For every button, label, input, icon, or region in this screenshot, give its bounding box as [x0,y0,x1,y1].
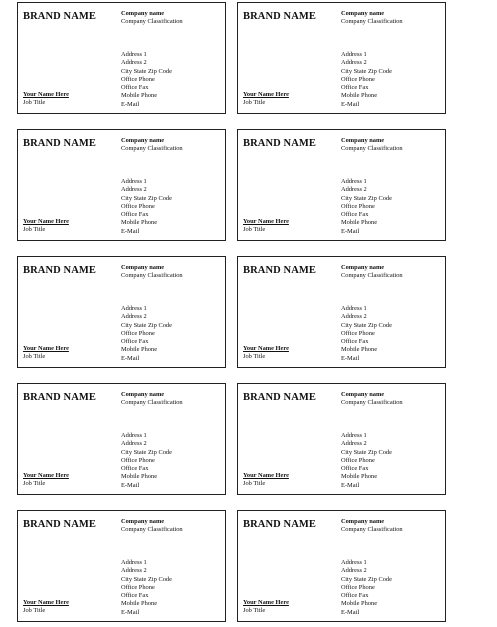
mobile-phone: Mobile Phone [341,219,378,227]
company-classification: Company Classification [341,399,403,406]
office-phone: Office Phone [121,583,155,591]
city-state-zip: City State Zip Code [341,321,392,329]
company-name: Company name [121,518,165,525]
contact-details [121,305,172,363]
address-line-1: Address 1 [341,305,367,312]
office-phone: Office Phone [121,75,155,83]
office-fax: Office Fax [341,211,369,219]
person-block [243,91,289,108]
office-fax: Office Fax [341,338,369,346]
company-block [341,10,403,26]
mobile-phone: Mobile Phone [341,346,378,354]
address-line-1: Address 1 [121,178,147,185]
address-line-2: Address 2 [341,313,367,321]
email: E-Mail [121,481,140,489]
contact-details [121,51,172,109]
business-card [237,383,446,495]
office-phone: Office Phone [341,329,375,337]
address-line-2: Address 2 [121,59,147,67]
email: E-Mail [121,608,140,616]
job-title: Job Title [23,480,46,488]
company-block [121,518,183,534]
company-block [341,518,403,534]
company-classification: Company Classification [341,145,403,152]
person-name: Your Name Here [23,218,69,225]
mobile-phone: Mobile Phone [341,92,378,100]
contact-details [341,178,392,236]
person-block [23,218,69,235]
contact-details [341,51,392,109]
company-name: Company name [121,137,165,144]
company-name: Company name [341,391,385,398]
email: E-Mail [121,100,140,108]
person-block [243,472,289,489]
brand-name: BRAND NAME [23,265,97,276]
company-block [341,264,403,280]
company-block [121,10,183,26]
business-card [17,383,226,495]
contact-details [341,559,392,617]
office-fax: Office Fax [341,592,369,600]
job-title: Job Title [23,99,46,107]
company-classification: Company Classification [341,526,403,533]
job-title: Job Title [243,226,266,234]
business-card [17,129,226,241]
address-line-2: Address 2 [121,440,147,448]
company-block [121,137,183,153]
email: E-Mail [341,227,360,235]
city-state-zip: City State Zip Code [341,575,392,583]
office-fax: Office Fax [121,338,149,346]
company-name: Company name [341,518,385,525]
city-state-zip: City State Zip Code [121,575,172,583]
city-state-zip: City State Zip Code [121,194,172,202]
person-name: Your Name Here [23,599,69,606]
office-phone: Office Phone [121,329,155,337]
person-block [243,599,289,616]
city-state-zip: City State Zip Code [341,448,392,456]
city-state-zip: City State Zip Code [341,194,392,202]
brand-name: BRAND NAME [23,138,97,149]
person-name: Your Name Here [243,91,289,98]
address-line-2: Address 2 [121,567,147,575]
company-classification: Company Classification [341,18,403,25]
mobile-phone: Mobile Phone [121,219,158,227]
office-fax: Office Fax [341,84,369,92]
brand-name: BRAND NAME [23,11,97,22]
person-block [243,218,289,235]
company-classification: Company Classification [121,399,183,406]
address-line-2: Address 2 [341,59,367,67]
company-name: Company name [341,264,385,271]
person-name: Your Name Here [243,599,289,606]
address-line-1: Address 1 [341,178,367,185]
company-classification: Company Classification [121,526,183,533]
brand-name: BRAND NAME [243,138,317,149]
person-name: Your Name Here [23,345,69,352]
job-title: Job Title [243,480,266,488]
business-card [17,510,226,622]
contact-details [341,305,392,363]
address-line-1: Address 1 [341,432,367,439]
person-name: Your Name Here [243,345,289,352]
contact-details [121,178,172,236]
person-block [23,345,69,362]
email: E-Mail [341,481,360,489]
office-phone: Office Phone [341,75,375,83]
company-name: Company name [121,264,165,271]
person-name: Your Name Here [23,91,69,98]
company-name: Company name [121,391,165,398]
address-line-1: Address 1 [121,432,147,439]
city-state-zip: City State Zip Code [121,321,172,329]
business-card [237,510,446,622]
mobile-phone: Mobile Phone [121,346,158,354]
company-block [341,137,403,153]
job-title: Job Title [23,607,46,615]
brand-name: BRAND NAME [243,392,317,403]
contact-details [341,432,392,490]
office-phone: Office Phone [341,456,375,464]
contact-details [121,559,172,617]
job-title: Job Title [243,607,266,615]
person-name: Your Name Here [243,472,289,479]
address-line-1: Address 1 [121,51,147,58]
office-phone: Office Phone [121,202,155,210]
email: E-Mail [341,354,360,362]
company-classification: Company Classification [121,18,183,25]
address-line-2: Address 2 [341,567,367,575]
job-title: Job Title [23,226,46,234]
brand-name: BRAND NAME [243,11,317,22]
email: E-Mail [341,608,360,616]
brand-name: BRAND NAME [243,265,317,276]
office-phone: Office Phone [121,456,155,464]
person-name: Your Name Here [23,472,69,479]
company-name: Company name [121,10,165,17]
mobile-phone: Mobile Phone [121,600,158,608]
address-line-2: Address 2 [341,186,367,194]
city-state-zip: City State Zip Code [121,67,172,75]
mobile-phone: Mobile Phone [121,92,158,100]
address-line-2: Address 2 [121,186,147,194]
contact-details [121,432,172,490]
business-card [17,2,226,114]
person-block [23,472,69,489]
address-line-2: Address 2 [341,440,367,448]
business-card [237,256,446,368]
address-line-2: Address 2 [121,313,147,321]
office-fax: Office Fax [121,465,149,473]
office-phone: Office Phone [341,202,375,210]
company-block [121,391,183,407]
company-classification: Company Classification [121,145,183,152]
email: E-Mail [341,100,360,108]
office-phone: Office Phone [341,583,375,591]
brand-name: BRAND NAME [243,519,317,530]
person-block [23,599,69,616]
company-classification: Company Classification [121,272,183,279]
office-fax: Office Fax [121,211,149,219]
business-card [237,129,446,241]
job-title: Job Title [23,353,46,361]
person-block [243,345,289,362]
mobile-phone: Mobile Phone [341,473,378,481]
city-state-zip: City State Zip Code [341,67,392,75]
office-fax: Office Fax [121,592,149,600]
office-fax: Office Fax [121,84,149,92]
brand-name: BRAND NAME [23,392,97,403]
job-title: Job Title [243,353,266,361]
company-block [121,264,183,280]
email: E-Mail [121,354,140,362]
office-fax: Office Fax [341,465,369,473]
job-title: Job Title [243,99,266,107]
city-state-zip: City State Zip Code [121,448,172,456]
person-block [23,91,69,108]
address-line-1: Address 1 [121,305,147,312]
company-classification: Company Classification [341,272,403,279]
company-name: Company name [341,137,385,144]
address-line-1: Address 1 [341,51,367,58]
mobile-phone: Mobile Phone [341,600,378,608]
address-line-1: Address 1 [341,559,367,566]
company-block [341,391,403,407]
email: E-Mail [121,227,140,235]
company-name: Company name [341,10,385,17]
person-name: Your Name Here [243,218,289,225]
business-card [17,256,226,368]
mobile-phone: Mobile Phone [121,473,158,481]
address-line-1: Address 1 [121,559,147,566]
brand-name: BRAND NAME [23,519,97,530]
business-card [237,2,446,114]
